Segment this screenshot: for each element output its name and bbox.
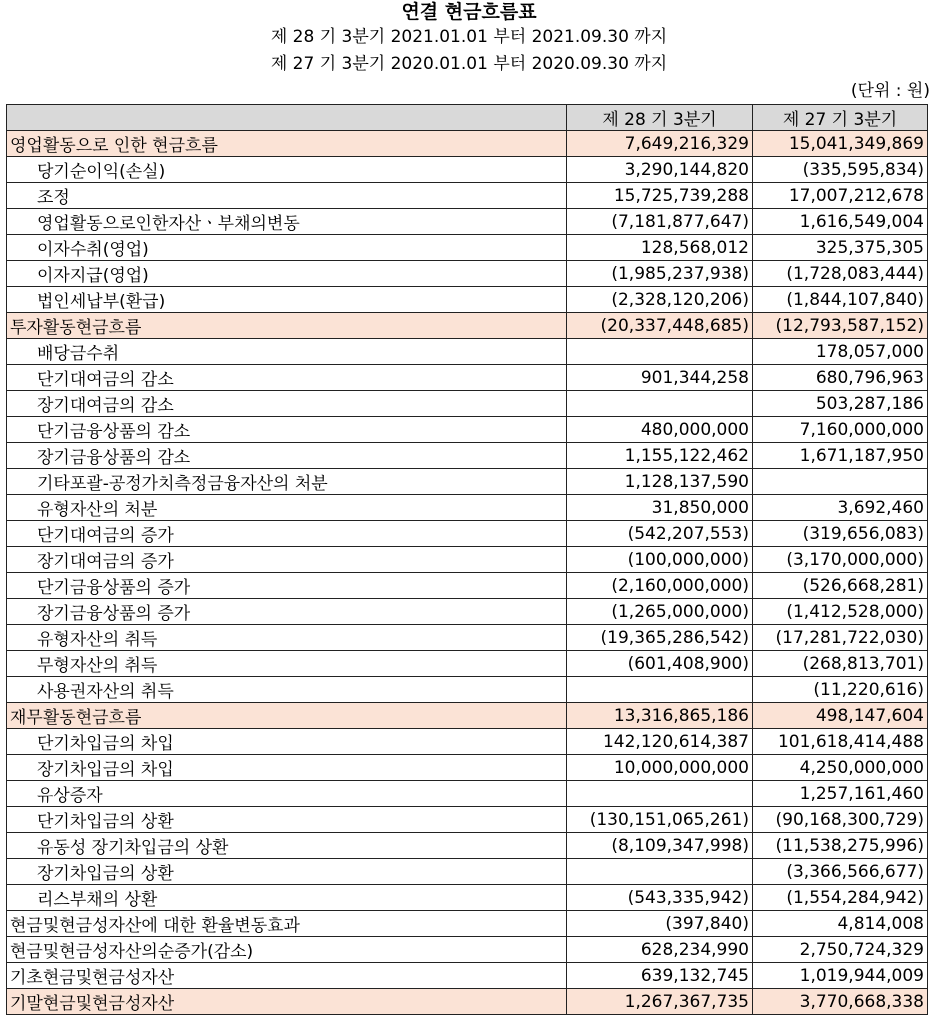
value-current: 13,316,865,186 [567,703,753,729]
value-prior: 498,147,604 [753,703,928,729]
row-label: 장기차입금의 상환 [7,859,567,885]
value-current: 7,649,216,329 [567,131,753,157]
row-label: 사용권자산의 취득 [7,677,567,703]
table-row [7,495,928,521]
table-row [7,391,928,417]
table-row [7,261,928,287]
value-current: 901,344,258 [567,365,753,391]
value-prior: (11,538,275,996) [753,833,928,859]
report-header [0,0,938,78]
unit-label: (단위 : 원) [850,81,930,101]
table-row [7,755,928,781]
row-label: 재무활동현금흐름 [7,703,567,729]
row-label: 장기차입금의 차입 [7,755,567,781]
value-current [567,677,753,703]
column-header-prior: 제 27 기 3분기 [753,105,928,131]
value-current: (8,109,347,998) [567,833,753,859]
value-prior: 15,041,349,869 [753,131,928,157]
table-row [7,677,928,703]
value-current: 480,000,000 [567,417,753,443]
row-label: 기타포괄-공정가치측정금융자산의 처분 [7,469,567,495]
value-current [567,339,753,365]
row-label: 영업활동으로 인한 현금흐름 [7,131,567,157]
row-label: 당기순이익(손실) [7,157,567,183]
row-label: 무형자산의 취득 [7,651,567,677]
value-prior: 3,692,460 [753,495,928,521]
value-current: 1,267,367,735 [567,989,753,1015]
row-label: 단기차입금의 상환 [7,807,567,833]
value-prior: (319,656,083) [753,521,928,547]
value-prior: 4,250,000,000 [753,755,928,781]
value-prior: (335,595,834) [753,157,928,183]
value-prior: 101,618,414,488 [753,729,928,755]
value-current: 628,234,990 [567,937,753,963]
value-prior: 1,257,161,460 [753,781,928,807]
value-current: (100,000,000) [567,547,753,573]
value-current: (1,985,237,938) [567,261,753,287]
row-label: 영업활동으로인한자산ㆍ부채의변동 [7,209,567,235]
value-current: (19,365,286,542) [567,625,753,651]
value-prior: 503,287,186 [753,391,928,417]
period-current: 제 28 기 3분기 2021.01.01 부터 2021.09.30 까지 [270,27,668,47]
table-row [7,625,928,651]
row-label: 조정 [7,183,567,209]
value-prior: (1,554,284,942) [753,885,928,911]
value-current: 1,128,137,590 [567,469,753,495]
table-row [7,859,928,885]
table-row [7,209,928,235]
value-prior: (526,668,281) [753,573,928,599]
value-current: 15,725,739,288 [567,183,753,209]
row-label: 단기대여금의 감소 [7,365,567,391]
table-row [7,547,928,573]
value-current: (543,335,942) [567,885,753,911]
row-label: 배당금수취 [7,339,567,365]
value-prior [753,469,928,495]
table-row [7,183,928,209]
row-label: 기말현금및현금성자산 [7,989,567,1015]
value-prior: 1,616,549,004 [753,209,928,235]
value-prior: (3,366,566,677) [753,859,928,885]
row-label: 유상증자 [7,781,567,807]
value-prior: (268,813,701) [753,651,928,677]
value-prior: (11,220,616) [753,677,928,703]
value-prior: 325,375,305 [753,235,928,261]
row-label: 투자활동현금흐름 [7,313,567,339]
value-current: 142,120,614,387 [567,729,753,755]
value-prior: 2,750,724,329 [753,937,928,963]
total-row [7,911,928,937]
table-row [7,781,928,807]
value-prior: 680,796,963 [753,365,928,391]
value-prior: 178,057,000 [753,339,928,365]
value-prior: (12,793,587,152) [753,313,928,339]
row-label: 법인세납부(환급) [7,287,567,313]
value-current: 3,290,144,820 [567,157,753,183]
value-prior: (1,412,528,000) [753,599,928,625]
value-prior: 1,019,944,009 [753,963,928,989]
table-row [7,443,928,469]
value-prior: 3,770,668,338 [753,989,928,1015]
value-current: (1,265,000,000) [567,599,753,625]
row-label: 단기금융상품의 증가 [7,573,567,599]
row-label: 장기대여금의 감소 [7,391,567,417]
value-current: (20,337,448,685) [567,313,753,339]
section-row [7,313,928,339]
table-row [7,235,928,261]
row-label: 이자수취(영업) [7,235,567,261]
value-current: (7,181,877,647) [567,209,753,235]
value-current: 1,155,122,462 [567,443,753,469]
value-prior: 1,671,187,950 [753,443,928,469]
value-current: (2,328,120,206) [567,287,753,313]
value-current: (130,151,065,261) [567,807,753,833]
row-label: 기초현금및현금성자산 [7,963,567,989]
row-label: 장기금융상품의 감소 [7,443,567,469]
value-prior: 7,160,000,000 [753,417,928,443]
value-current: (397,840) [567,911,753,937]
row-label: 유형자산의 취득 [7,625,567,651]
row-label: 장기대여금의 증가 [7,547,567,573]
table-row [7,807,928,833]
table-body [7,131,928,1015]
table-row [7,469,928,495]
table-row [7,521,928,547]
value-current: 31,850,000 [567,495,753,521]
row-label: 단기금융상품의 감소 [7,417,567,443]
section-row [7,989,928,1015]
table-row [7,885,928,911]
column-header-current: 제 28 기 3분기 [567,105,753,131]
table-row [7,833,928,859]
table-row [7,573,928,599]
total-row [7,963,928,989]
value-current: (542,207,553) [567,521,753,547]
value-prior: (90,168,300,729) [753,807,928,833]
value-prior: 4,814,008 [753,911,928,937]
value-prior: (1,728,083,444) [753,261,928,287]
table-header-row [7,105,928,131]
row-label: 단기대여금의 증가 [7,521,567,547]
value-current: 10,000,000,000 [567,755,753,781]
row-label: 현금및현금성자산에 대한 환율변동효과 [7,911,567,937]
report-title: 연결 현금흐름표 [401,1,537,23]
row-label: 단기차입금의 차입 [7,729,567,755]
value-current: 128,568,012 [567,235,753,261]
table-row [7,287,928,313]
value-current: (2,160,000,000) [567,573,753,599]
row-label: 리스부채의 상환 [7,885,567,911]
table-row [7,729,928,755]
value-prior: (3,170,000,000) [753,547,928,573]
table-row [7,365,928,391]
table-row [7,157,928,183]
value-current [567,859,753,885]
section-row [7,131,928,157]
section-row [7,703,928,729]
total-row [7,937,928,963]
row-label: 장기금융상품의 증가 [7,599,567,625]
table-row [7,339,928,365]
value-current: (601,408,900) [567,651,753,677]
row-label: 유형자산의 처분 [7,495,567,521]
row-label: 이자지급(영업) [7,261,567,287]
value-prior: 17,007,212,678 [753,183,928,209]
row-label: 현금및현금성자산의순증가(감소) [7,937,567,963]
value-current [567,391,753,417]
value-current [567,781,753,807]
row-label: 유동성 장기차입금의 상환 [7,833,567,859]
value-current: 639,132,745 [567,963,753,989]
table-row [7,417,928,443]
cash-flow-table [6,104,928,1015]
value-prior: (17,281,722,030) [753,625,928,651]
column-header-label [7,105,567,131]
table-row [7,651,928,677]
period-prior: 제 27 기 3분기 2020.01.01 부터 2020.09.30 까지 [270,54,668,74]
table-row [7,599,928,625]
value-prior: (1,844,107,840) [753,287,928,313]
